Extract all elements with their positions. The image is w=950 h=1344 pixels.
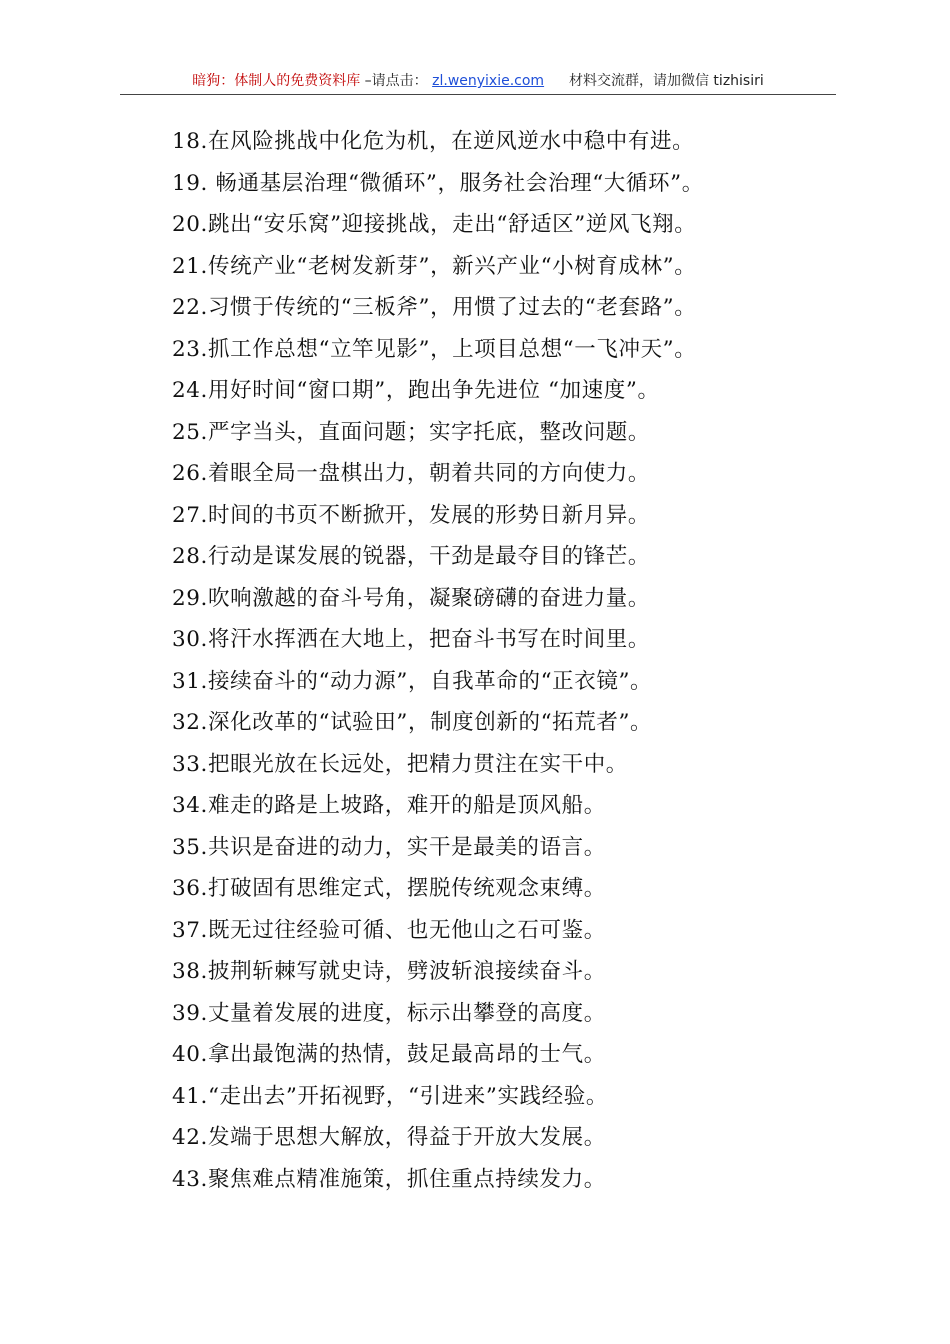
list-item: 34.难走的路是上坡路，难开的船是顶风船。 [172, 793, 606, 818]
list-item: 29.吹响激越的奋斗号角，凝聚磅礴的奋进力量。 [172, 585, 650, 611]
list-item: 26.着眼全局一盘棋出力，朝着共同的方向使力。 [172, 461, 650, 486]
list-item: 30.将汗水挥洒在大地上，把奋斗书写在时间里。 [172, 627, 650, 652]
header-note: 材料交流群，请加微信 tizhisiri [568, 73, 764, 89]
list-item: 32.深化改革的“试验田”，制度创新的“拓荒者”。 [172, 710, 653, 735]
phrase-list [172, 121, 862, 1200]
list-item: 35.共识是奋进的动力，实干是最美的语言。 [172, 834, 606, 860]
list-item: 41.“走出去”开拓视野，“引进来”实践经验。 [172, 1083, 608, 1109]
list-item: 28.行动是谋发展的锐器，干劲是最夺目的锋芒。 [172, 544, 650, 569]
list-item: 38.披荆斩棘写就史诗，劈波斩浪接续奋斗。 [172, 959, 606, 984]
list-item: 37.既无过往经验可循、也无他山之石可鉴。 [172, 917, 606, 943]
list-item: 31.接续奋斗的“动力源”，自我革命的“正衣镜”。 [172, 668, 653, 694]
list-item: 25.严字当头，直面问题；实字托底，整改问题。 [172, 419, 650, 445]
header-link[interactable]: zl.wenyixie.com [432, 73, 545, 89]
list-item: 42.发端于思想大解放，得益于开放大发展。 [172, 1125, 606, 1150]
list-item: 39.丈量着发展的进度，标示出攀登的高度。 [172, 1000, 606, 1026]
list-item: 24.用好时间“窗口期”，跑出争先进位 “加速度”。 [172, 378, 660, 403]
list-item: 20.跳出“安乐窝”迎接挑战，走出“舒适区”逆风飞翔。 [172, 212, 697, 237]
header-brand: 暗狗：体制人的免费资料库 [192, 73, 361, 89]
list-item: 21.传统产业“老树发新芽”，新兴产业“小树育成林”。 [172, 253, 697, 279]
list-item: 40.拿出最饱满的热情，鼓足最高昂的士气。 [172, 1042, 606, 1067]
list-item: 23.抓工作总想“立竿见影”，上项目总想“一飞冲天”。 [172, 336, 697, 362]
header-prompt: –请点击： [364, 73, 428, 89]
list-item: 36.打破固有思维定式，摆脱传统观念束缚。 [172, 876, 606, 901]
list-item: 43.聚焦难点精准施策，抓住重点持续发力。 [172, 1166, 606, 1192]
list-item: 18.在风险挑战中化危为机，在逆风逆水中稳中有进。 [172, 129, 695, 154]
list-item: 27.时间的书页不断掀开，发展的形势日新月异。 [172, 502, 650, 528]
list-item: 22.习惯于传统的“三板斧”，用惯了过去的“老套路”。 [172, 295, 697, 320]
list-item: 19. 畅通基层治理“微循环”，服务社会治理“大循环”。 [172, 170, 704, 196]
list-item: 33.把眼光放在长远处，把精力贯注在实干中。 [172, 751, 628, 777]
page-header [120, 68, 836, 95]
